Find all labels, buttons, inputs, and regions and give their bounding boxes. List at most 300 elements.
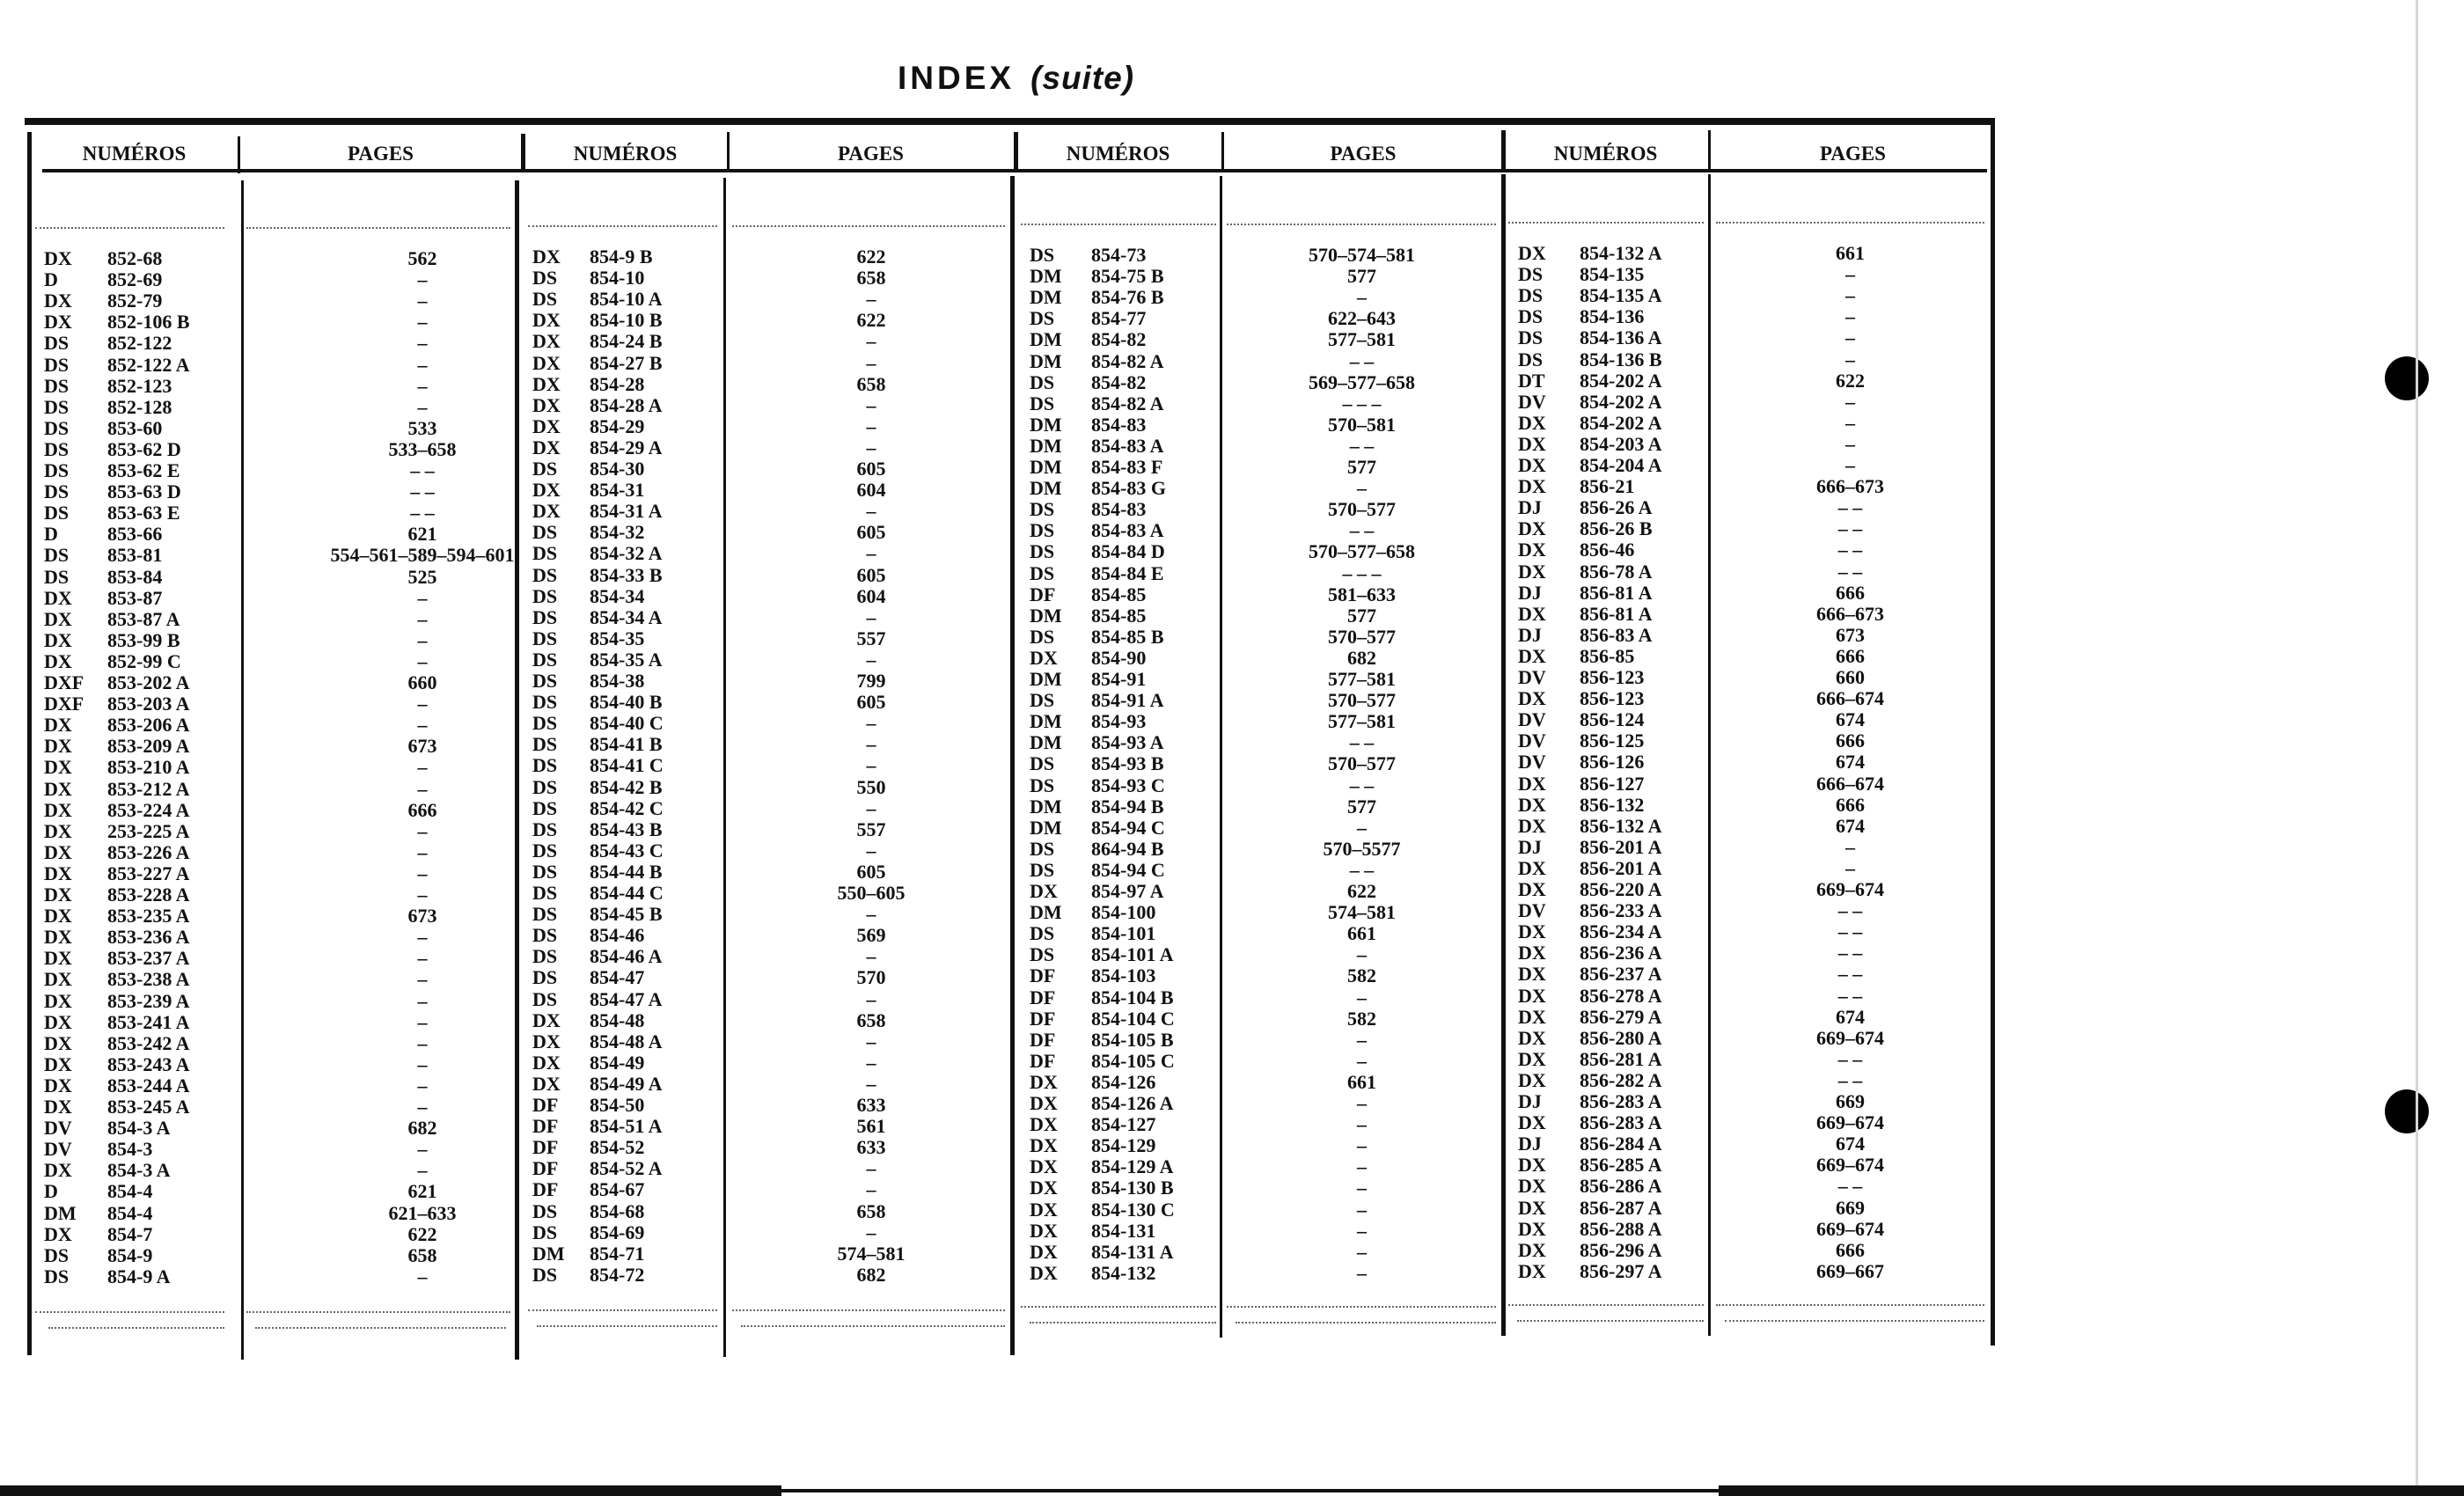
- dotted-rule: [732, 225, 1005, 227]
- series-prefix: DJ: [1518, 581, 1542, 604]
- page-refs: 582: [1347, 964, 1376, 987]
- series-prefix: DX: [44, 1222, 72, 1245]
- series-prefix: DM: [1030, 328, 1062, 351]
- series-prefix: DX: [1030, 1070, 1058, 1093]
- part-number: 854-35 A: [590, 648, 663, 671]
- part-number: 854-10 B: [590, 309, 663, 332]
- page-edge: [2416, 0, 2418, 1496]
- part-number: 854-68: [590, 1199, 645, 1222]
- page-refs: –: [417, 311, 428, 334]
- series-prefix: DM: [532, 1242, 565, 1265]
- series-prefix: DS: [532, 796, 558, 819]
- series-prefix: DM: [1030, 731, 1062, 754]
- page-refs: –: [417, 884, 428, 906]
- index-row: [44, 355, 519, 376]
- page-refs: 570: [856, 966, 886, 989]
- series-prefix: DM: [1030, 456, 1062, 478]
- series-prefix: DX: [1030, 1240, 1058, 1263]
- index-row: [1030, 287, 1500, 308]
- index-row: [44, 1181, 519, 1202]
- part-number: 854-43 B: [590, 818, 663, 840]
- series-prefix: DX: [532, 330, 561, 353]
- index-row: [1518, 646, 1989, 667]
- page-refs: – –: [1837, 517, 1863, 540]
- column-divider: [1708, 130, 1711, 169]
- series-prefix: DV: [1518, 390, 1546, 413]
- series-prefix: DX: [44, 247, 72, 269]
- series-prefix: DX: [44, 735, 72, 758]
- part-number: 854-131 A: [1091, 1240, 1174, 1263]
- page-refs: 660: [407, 671, 437, 693]
- part-number: 856-284 A: [1580, 1133, 1662, 1155]
- series-prefix: DS: [1030, 561, 1055, 584]
- page-refs: – –: [1349, 434, 1375, 457]
- series-prefix: DX: [1518, 517, 1546, 540]
- index-row: [1030, 965, 1500, 986]
- page-refs: –: [417, 693, 428, 715]
- index-row: [532, 1010, 1008, 1031]
- index-row: [1518, 1240, 1989, 1261]
- page-refs: 622: [856, 309, 886, 332]
- page-refs: 622: [1347, 880, 1376, 902]
- series-prefix: DX: [1030, 1134, 1058, 1157]
- index-row: [1518, 583, 1989, 604]
- index-row: [532, 734, 1008, 755]
- page-refs: –: [866, 733, 876, 756]
- part-number: 854-94 B: [1091, 795, 1164, 818]
- part-number: 854-85: [1091, 583, 1147, 605]
- page-refs: 799: [856, 670, 886, 692]
- series-prefix: D: [44, 1180, 58, 1203]
- index-row: [44, 1096, 519, 1118]
- page-refs: –: [417, 819, 428, 842]
- series-prefix: DX: [44, 649, 72, 672]
- page-refs: – –: [1837, 984, 1863, 1007]
- part-number: 854-52 A: [590, 1157, 663, 1180]
- index-row: [532, 395, 1008, 416]
- series-prefix: DS: [532, 987, 558, 1010]
- page-refs: –: [417, 1159, 428, 1182]
- page-refs: 622–643: [1328, 307, 1396, 330]
- index-row: [44, 312, 519, 333]
- page-refs: –: [866, 754, 876, 777]
- page-refs: –: [417, 332, 428, 355]
- index-row: [532, 883, 1008, 904]
- column-divider: [727, 132, 730, 171]
- index-row: [532, 1116, 1008, 1137]
- part-number: 854-44 B: [590, 860, 663, 883]
- page-refs: –: [866, 436, 876, 458]
- page-refs: 550–605: [837, 882, 906, 904]
- series-prefix: DX: [44, 311, 72, 334]
- part-number: 854-132: [1091, 1261, 1156, 1284]
- part-number: 852-79: [107, 290, 163, 312]
- page-refs: –: [1845, 454, 1855, 476]
- part-number: 854-105 B: [1091, 1028, 1174, 1051]
- header-pages-2: PAGES: [838, 143, 904, 165]
- index-row: [1030, 329, 1500, 350]
- page-refs: 581–633: [1328, 583, 1396, 605]
- series-prefix: DS: [532, 627, 558, 649]
- page-refs: 669–667: [1816, 1259, 1884, 1282]
- page-refs: –: [417, 1074, 428, 1096]
- page-refs: 533: [407, 416, 437, 439]
- page-refs: 525: [407, 565, 437, 588]
- page-refs: – –: [410, 502, 435, 524]
- page-refs: 604: [856, 584, 886, 607]
- series-prefix: DS: [1030, 943, 1055, 966]
- page-refs: –: [1845, 390, 1855, 413]
- series-prefix: DM: [1030, 604, 1062, 627]
- index-row: [532, 840, 1008, 862]
- dotted-rule: [255, 1327, 506, 1329]
- series-prefix: DF: [532, 1157, 559, 1180]
- page-refs: –: [417, 714, 428, 737]
- series-prefix: DS: [532, 839, 558, 862]
- part-number: 854-10 A: [590, 288, 663, 311]
- index-row: [44, 630, 519, 651]
- series-prefix: DM: [1030, 413, 1062, 436]
- series-prefix: DM: [1030, 710, 1062, 733]
- part-number: 854-41 B: [590, 733, 663, 756]
- part-number: 852-128: [107, 395, 172, 418]
- series-prefix: DX: [1518, 772, 1546, 795]
- page-refs: –: [417, 756, 428, 779]
- page-refs: 621: [407, 523, 437, 546]
- index-row: [532, 543, 1008, 564]
- series-prefix: DX: [1518, 602, 1546, 625]
- header-numeros-1: NUMÉROS: [82, 143, 187, 165]
- page-refs: –: [866, 1157, 876, 1180]
- page-refs: 570–581: [1328, 413, 1396, 436]
- page-refs: 569: [856, 924, 886, 947]
- part-number: 253-225 A: [107, 819, 190, 842]
- part-number: 853-87: [107, 586, 163, 609]
- index-row: [1030, 987, 1500, 1008]
- part-number: 853-242 A: [107, 1031, 190, 1054]
- part-number: 853-238 A: [107, 968, 190, 991]
- page-refs: –: [866, 712, 876, 735]
- series-prefix: DS: [1030, 858, 1055, 881]
- series-prefix: DX: [1030, 1177, 1058, 1199]
- series-prefix: DX: [1518, 1068, 1546, 1091]
- series-prefix: DX: [1030, 1198, 1058, 1221]
- series-prefix: DV: [1518, 899, 1546, 922]
- dotted-rule: [741, 1325, 1005, 1327]
- series-prefix: DS: [44, 416, 70, 439]
- series-prefix: DM: [1030, 286, 1062, 309]
- part-number: 856-288 A: [1580, 1217, 1662, 1240]
- index-row: [44, 376, 519, 397]
- index-row: [532, 437, 1008, 458]
- index-row: [1030, 1114, 1500, 1135]
- series-prefix: DX: [532, 1072, 561, 1095]
- series-prefix: DX: [532, 351, 561, 374]
- series-prefix: DS: [532, 288, 558, 311]
- part-number: 854-3 A: [107, 1117, 171, 1140]
- page-refs: 673: [407, 905, 437, 928]
- page-refs: –: [417, 1138, 428, 1161]
- series-prefix: DX: [1518, 560, 1546, 583]
- page-refs: –: [417, 649, 428, 672]
- punch-hole: [2385, 1089, 2429, 1133]
- page-refs: 554–561–589–594–601: [330, 544, 515, 567]
- page-refs: –: [866, 1051, 876, 1074]
- header-numeros-2: NUMÉROS: [573, 143, 678, 165]
- series-prefix: DX: [532, 1030, 561, 1052]
- page-refs: 577–581: [1328, 328, 1396, 351]
- dotted-rule: [246, 227, 510, 229]
- series-prefix: DF: [1030, 986, 1056, 1008]
- part-number: 854-9 B: [590, 246, 653, 268]
- series-prefix: DX: [1518, 1238, 1546, 1261]
- part-number: 854-91: [1091, 668, 1147, 690]
- series-prefix: DX: [532, 479, 561, 502]
- page-refs: 570–574–581: [1309, 244, 1415, 266]
- index-row: [532, 925, 1008, 946]
- page-refs: –: [866, 796, 876, 819]
- part-number: 854-10: [590, 267, 645, 290]
- series-prefix: DM: [44, 1201, 77, 1224]
- page-refs: 674: [1836, 814, 1865, 837]
- series-prefix: DX: [532, 372, 561, 395]
- part-number: 852-99 C: [107, 649, 181, 672]
- page-refs: 577: [1347, 795, 1376, 818]
- series-prefix: DX: [44, 586, 72, 609]
- series-prefix: DF: [532, 1178, 559, 1201]
- part-number: 854-32: [590, 521, 645, 544]
- title-text: INDEX: [898, 60, 1016, 96]
- index-row: [532, 755, 1008, 776]
- page-refs: 622: [407, 1222, 437, 1245]
- part-number: 854-83 A: [1091, 434, 1164, 457]
- index-row: [44, 481, 519, 502]
- series-prefix: DX: [1030, 1155, 1058, 1178]
- index-row: [44, 290, 519, 312]
- index-row: [1030, 818, 1500, 839]
- page-refs: 605: [856, 691, 886, 714]
- part-number: 856-286 A: [1580, 1175, 1662, 1198]
- page-refs: 661: [1347, 922, 1376, 945]
- index-row: [44, 1075, 519, 1096]
- part-number: 853-99 B: [107, 628, 180, 651]
- index-row: [1518, 413, 1989, 434]
- bottom-rule: [781, 1489, 1719, 1492]
- punch-hole: [2385, 356, 2429, 400]
- page-refs: 577: [1347, 604, 1376, 627]
- index-row: [1518, 455, 1989, 476]
- series-prefix: DX: [44, 968, 72, 991]
- index-row: [1030, 1242, 1500, 1263]
- part-number: 854-130 B: [1091, 1177, 1174, 1199]
- index-row: [44, 693, 519, 715]
- part-number: 854-97 A: [1091, 880, 1164, 902]
- series-prefix: DJ: [1518, 496, 1542, 519]
- page-refs: –: [417, 926, 428, 949]
- series-prefix: DS: [532, 691, 558, 714]
- page-refs: –: [1357, 1113, 1367, 1136]
- series-prefix: DT: [1518, 369, 1545, 392]
- page-refs: – –: [410, 459, 435, 481]
- index-row: [1030, 414, 1500, 436]
- index-row: [532, 289, 1008, 310]
- dotted-rule: [35, 227, 224, 229]
- series-prefix: DS: [1030, 689, 1055, 712]
- series-prefix: DX: [44, 1031, 72, 1054]
- part-number: 856-26 B: [1580, 517, 1653, 540]
- index-row: [44, 588, 519, 609]
- index-row: [1030, 775, 1500, 796]
- page-refs: 604: [856, 479, 886, 502]
- part-number: 854-75 B: [1091, 265, 1164, 288]
- page-refs: –: [866, 288, 876, 311]
- part-number: 854-41 C: [590, 754, 664, 777]
- index-row: [532, 458, 1008, 480]
- dotted-rule: [1030, 1322, 1216, 1324]
- page-refs: – –: [1349, 774, 1375, 796]
- series-prefix: DX: [1518, 1175, 1546, 1198]
- index-row: [1518, 1007, 1989, 1028]
- series-prefix: DS: [532, 605, 558, 628]
- part-number: 856-123: [1580, 666, 1645, 688]
- part-number: 856-132 A: [1580, 814, 1662, 837]
- series-prefix: DS: [1030, 625, 1055, 648]
- part-number: 856-283 A: [1580, 1111, 1662, 1134]
- header-numeros-4: NUMÉROS: [1553, 143, 1658, 165]
- page-refs: 570–577: [1328, 689, 1396, 712]
- page-refs: –: [417, 586, 428, 609]
- index-row: [1518, 370, 1989, 392]
- series-prefix: DS: [532, 267, 558, 290]
- series-prefix: DX: [1518, 920, 1546, 943]
- page-refs: –: [417, 1031, 428, 1054]
- part-number: 854-129 A: [1091, 1155, 1174, 1178]
- index-row: [532, 819, 1008, 840]
- series-prefix: DV: [1518, 708, 1546, 731]
- series-prefix: DS: [532, 648, 558, 671]
- index-row: [44, 948, 519, 969]
- page-refs: –: [417, 777, 428, 800]
- part-number: 856-83 A: [1580, 623, 1653, 646]
- index-row: [1518, 879, 1989, 900]
- page-refs: 682: [856, 1263, 886, 1286]
- page-refs: –: [417, 989, 428, 1012]
- part-number: 854-83 G: [1091, 477, 1166, 500]
- series-prefix: DX: [1518, 814, 1546, 837]
- part-number: 854-103: [1091, 964, 1156, 987]
- series-prefix: DS: [532, 670, 558, 692]
- page-refs: 669–674: [1816, 878, 1884, 900]
- part-number: 854-67: [590, 1178, 645, 1201]
- part-number: 856-81 A: [1580, 602, 1653, 625]
- series-prefix: DX: [44, 1096, 72, 1118]
- series-prefix: DX: [1518, 475, 1546, 498]
- part-number: 854-77: [1091, 307, 1147, 330]
- series-prefix: DX: [1518, 1047, 1546, 1070]
- series-prefix: DX: [1518, 687, 1546, 710]
- part-number: 854-129: [1091, 1134, 1156, 1157]
- page-refs: –: [1845, 835, 1855, 858]
- page-refs: 674: [1836, 708, 1865, 731]
- series-prefix: DX: [1518, 856, 1546, 879]
- page-refs: – –: [1837, 539, 1863, 561]
- page-refs: – –: [1837, 1068, 1863, 1091]
- index-row: [44, 1118, 519, 1139]
- index-row: [1518, 1133, 1989, 1155]
- part-number: 856-126: [1580, 751, 1645, 774]
- part-number: 854-93 B: [1091, 752, 1164, 775]
- index-row: [1518, 900, 1989, 921]
- page-refs: 673: [407, 735, 437, 758]
- page-refs: – –: [1349, 858, 1375, 881]
- part-number: 856-46: [1580, 539, 1635, 561]
- page-refs: 577–581: [1328, 710, 1396, 733]
- header-numeros-3: NUMÉROS: [1066, 143, 1170, 165]
- part-number: 853-227 A: [107, 862, 190, 884]
- index-row: [532, 798, 1008, 819]
- index-row: [532, 1158, 1008, 1179]
- page-refs: 669–674: [1816, 1026, 1884, 1049]
- page-refs: –: [417, 1052, 428, 1075]
- page-refs: –: [866, 903, 876, 926]
- index-row: [44, 927, 519, 948]
- series-prefix: DJ: [1518, 623, 1542, 646]
- dotted-rule: [537, 1325, 717, 1327]
- index-row: [1518, 688, 1989, 709]
- part-number: 853-224 A: [107, 798, 190, 821]
- page-refs: –: [1357, 1240, 1367, 1263]
- series-prefix: DV: [1518, 730, 1546, 752]
- series-prefix: DJ: [1518, 835, 1542, 858]
- part-number: 853-60: [107, 416, 163, 439]
- index-row: [1518, 518, 1989, 539]
- page-refs: – –: [1349, 519, 1375, 542]
- index-row: [1518, 306, 1989, 327]
- page-refs: –: [1845, 432, 1855, 455]
- page-refs: 673: [1836, 623, 1865, 646]
- part-number: 854-85 B: [1091, 625, 1164, 648]
- page-refs: –: [866, 987, 876, 1010]
- index-row: [532, 1052, 1008, 1074]
- part-number: 853-209 A: [107, 735, 190, 758]
- series-prefix: DM: [1030, 668, 1062, 690]
- part-number: 856-278 A: [1580, 984, 1662, 1007]
- series-prefix: DS: [532, 542, 558, 565]
- part-number: 854-45 B: [590, 903, 663, 926]
- index-row: [44, 757, 519, 778]
- page-refs: –: [1845, 305, 1855, 328]
- index-row: [1518, 392, 1989, 413]
- index-row: [1518, 285, 1989, 306]
- index-row: [1030, 796, 1500, 818]
- part-number: 854-104 C: [1091, 1007, 1175, 1030]
- series-prefix: DX: [44, 862, 72, 884]
- series-prefix: DX: [44, 840, 72, 863]
- page-refs: –: [417, 374, 428, 397]
- page-refs: 682: [407, 1117, 437, 1140]
- series-prefix: DS: [532, 1221, 558, 1243]
- part-number: 854-83: [1091, 498, 1147, 521]
- index-row: [1518, 1070, 1989, 1091]
- index-row: [44, 439, 519, 460]
- page-refs: 561: [856, 1115, 886, 1138]
- page-refs: 669–674: [1816, 1217, 1884, 1240]
- part-number: 853-245 A: [107, 1096, 190, 1118]
- page-refs: 533–658: [388, 437, 457, 460]
- part-number: 853-66: [107, 523, 163, 546]
- series-prefix: DX: [44, 1052, 72, 1075]
- part-number: 854-127: [1091, 1113, 1156, 1136]
